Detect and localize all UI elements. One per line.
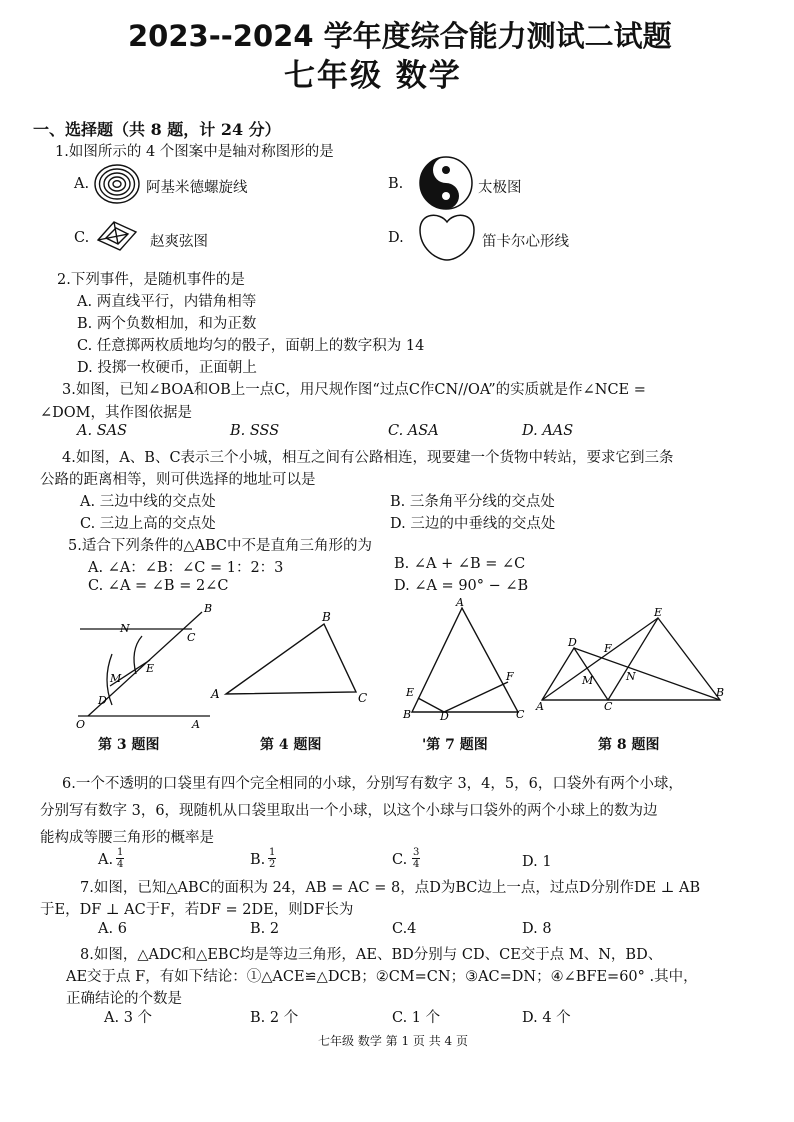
q3-option-b: B. SSS bbox=[230, 423, 280, 439]
fig8-label-c: C bbox=[604, 700, 613, 710]
q4-line1: 4.如图，A、B、C表示三个小城，相互之间有公路相连，现要建一个货物中转站，要求它到三条 bbox=[62, 450, 674, 466]
zhaoshuang-diagram-icon bbox=[92, 218, 144, 254]
q1-option-c-text: 赵爽弦图 bbox=[150, 234, 208, 250]
q1-option-d-letter: D. bbox=[388, 230, 404, 246]
fig3-label-m: M bbox=[110, 672, 122, 685]
fig7-label-b: B bbox=[403, 708, 412, 721]
q1-option-d-text: 笛卡尔心形线 bbox=[482, 234, 569, 250]
q8-option-d: D. 4 个 bbox=[522, 1010, 571, 1026]
q1-option-c-letter: C. bbox=[74, 230, 90, 246]
fig4-label-c: C bbox=[358, 691, 368, 705]
figure-8 bbox=[534, 604, 730, 710]
fig3-label-o: O bbox=[76, 718, 86, 731]
q6-option-c-fraction bbox=[412, 847, 420, 870]
fig3-label-e: E bbox=[146, 662, 155, 675]
fig3-label-n: N bbox=[120, 622, 130, 635]
q7-line2: 于E，DF ⊥ AC于F，若DF = 2DE，则DF长为 bbox=[40, 902, 354, 918]
q6-option-b-numerator: 1 bbox=[269, 847, 276, 858]
q5-option-a: A. ∠A：∠B：∠C = 1：2：3 bbox=[88, 560, 284, 576]
fig8-label-d: D bbox=[568, 636, 577, 649]
figure-4 bbox=[208, 610, 374, 710]
fig4-label-a: A bbox=[211, 687, 220, 701]
q2-option-c: C. 任意掷两枚质地均匀的骰子，面朝上的数字积为 14 bbox=[77, 338, 425, 354]
q4-line2: 公路的距离相等，则可供选择的地址可以是 bbox=[40, 472, 316, 488]
q6-option-a-letter: A. bbox=[98, 852, 114, 868]
q8-option-b: B. 2 个 bbox=[250, 1010, 299, 1026]
q2-stem: 2.下列事件，是随机事件的是 bbox=[57, 272, 245, 288]
fig8-label-a: A bbox=[536, 700, 544, 710]
q3-option-d: D. AAS bbox=[522, 423, 574, 439]
q6-option-b-letter: B. bbox=[250, 852, 266, 868]
q7-option-b: B. 2 bbox=[250, 921, 280, 937]
fig7-label-d: D bbox=[440, 710, 449, 722]
fig8-label-e: E bbox=[654, 606, 663, 619]
fig7-caption: '第 7 题图 bbox=[422, 737, 488, 753]
q3-line2: ∠DOM，其作图依据是 bbox=[40, 405, 193, 421]
fig8-label-f: F bbox=[604, 642, 612, 655]
q5-option-d: D. ∠A = 90° − ∠B bbox=[394, 578, 529, 594]
spiral-icon bbox=[92, 162, 142, 206]
fig4-label-b: B bbox=[322, 610, 331, 624]
q2-option-b: B. 两个负数相加，和为正数 bbox=[77, 316, 257, 332]
fig3-label-c: C bbox=[187, 631, 196, 644]
q6-option-a-fraction bbox=[116, 847, 124, 870]
q2-option-a: A. 两直线平行，内错角相等 bbox=[77, 294, 257, 310]
q8-line1: 8.如图，△ADC和△EBC均是等边三角形，AE、BD分别与 CD、CE交于点 M、N，BD、 bbox=[80, 947, 663, 963]
q2-option-d: D. 投掷一枚硬币，正面朝上 bbox=[77, 360, 257, 376]
q6-option-b-denominator: 2 bbox=[269, 859, 276, 870]
q4-option-d: D. 三边的中垂线的交点处 bbox=[390, 516, 556, 532]
q6-option-c-letter: C. bbox=[392, 852, 408, 868]
fig3-label-b: B bbox=[204, 602, 213, 615]
q8-option-c: C. 1 个 bbox=[392, 1010, 441, 1026]
q6-option-a-denominator: 4 bbox=[117, 859, 124, 870]
q7-option-d: D. 8 bbox=[522, 921, 552, 937]
q7-option-a: A. 6 bbox=[98, 921, 127, 937]
q6-option-c-numerator: 3 bbox=[413, 847, 420, 858]
q8-option-a: A. 3 个 bbox=[104, 1010, 153, 1026]
fig3-label-a: A bbox=[192, 718, 200, 731]
q6-line2: 分别写有数字 3，6，现随机从口袋里取出一个小球，以这个小球与口袋外的两个小球上的数为边 bbox=[40, 803, 658, 819]
q1-option-a-letter: A. bbox=[74, 176, 90, 192]
q5-option-c: C. ∠A = ∠B = 2∠C bbox=[88, 578, 229, 594]
q4-option-c: C. 三边上高的交点处 bbox=[80, 516, 216, 532]
fig7-label-c: C bbox=[516, 708, 525, 721]
fig8-label-b: B bbox=[716, 686, 725, 699]
q3-option-c: C. ASA bbox=[388, 423, 439, 439]
q5-stem: 5.适合下列条件的△ABC中不是直角三角形的为 bbox=[68, 538, 372, 554]
taiji-icon bbox=[418, 155, 474, 211]
fig7-label-f: F bbox=[506, 670, 514, 683]
q4-option-a: A. 三边中线的交点处 bbox=[80, 494, 216, 510]
exam-subtitle: 七年级 数学 bbox=[284, 58, 462, 94]
q6-line3: 能构成等腰三角形的概率是 bbox=[40, 830, 214, 846]
q7-option-c: C.4 bbox=[392, 921, 417, 937]
q1-option-b-text: 太极图 bbox=[478, 180, 522, 196]
fig3-label-d: D bbox=[98, 694, 107, 707]
q7-line1: 7.如图，已知△ABC的面积为 24，AB = AC = 8，点D为BC边上一点，过点D分别作DE ⊥ AB bbox=[80, 880, 701, 896]
q6-option-c-denominator: 4 bbox=[413, 859, 420, 870]
fig8-caption: 第 8 题图 bbox=[598, 737, 660, 753]
q8-line2: AE交于点 F，有如下结论：①△ACE≌△DCB；②CM=CN；③AC=DN；④∠BFE=60° .其中， bbox=[66, 969, 698, 985]
figure-3 bbox=[70, 600, 220, 732]
q4-option-b: B. 三条角平分线的交点处 bbox=[390, 494, 555, 510]
exam-title: 2023--2024 学年度综合能力测试二试题 bbox=[128, 19, 672, 53]
fig3-caption: 第 3 题图 bbox=[98, 737, 160, 753]
cardioid-icon bbox=[416, 210, 478, 262]
fig8-label-n: N bbox=[626, 670, 636, 683]
q3-line1: 3.如图，已知∠BOA和OB上一点C，用尺规作图“过点C作CN//OA”的实质就是作∠NCE = bbox=[62, 382, 646, 398]
fig7-label-a: A bbox=[456, 596, 464, 609]
q5-option-b: B. ∠A + ∠B = ∠C bbox=[394, 556, 526, 572]
q3-option-a: A. SAS bbox=[77, 423, 128, 439]
q6-line1: 6.一个不透明的口袋里有四个完全相同的小球，分别写有数字 3，4，5，6，口袋外有两个小球， bbox=[62, 776, 683, 792]
fig4-caption: 第 4 题图 bbox=[260, 737, 322, 753]
q6-option-a-numerator: 1 bbox=[117, 847, 124, 858]
q1-stem: 1.如图所示的 4 个图案中是轴对称图形的是 bbox=[55, 144, 334, 160]
page-footer: 七年级 数学 第 1 页 共 4 页 bbox=[318, 1034, 468, 1048]
q6-option-b-fraction bbox=[268, 847, 276, 870]
section-heading: 一、选择题（共 8 题，计 24 分） bbox=[33, 120, 281, 139]
fig7-label-e: E bbox=[406, 686, 415, 699]
q6-option-d: D. 1 bbox=[522, 854, 552, 870]
q1-option-a-text: 阿基米德螺旋线 bbox=[146, 180, 248, 196]
q8-line3: 正确结论的个数是 bbox=[66, 991, 182, 1007]
q1-option-b-letter: B. bbox=[388, 176, 404, 192]
figure-7 bbox=[400, 596, 530, 722]
fig8-label-m: M bbox=[582, 674, 594, 687]
